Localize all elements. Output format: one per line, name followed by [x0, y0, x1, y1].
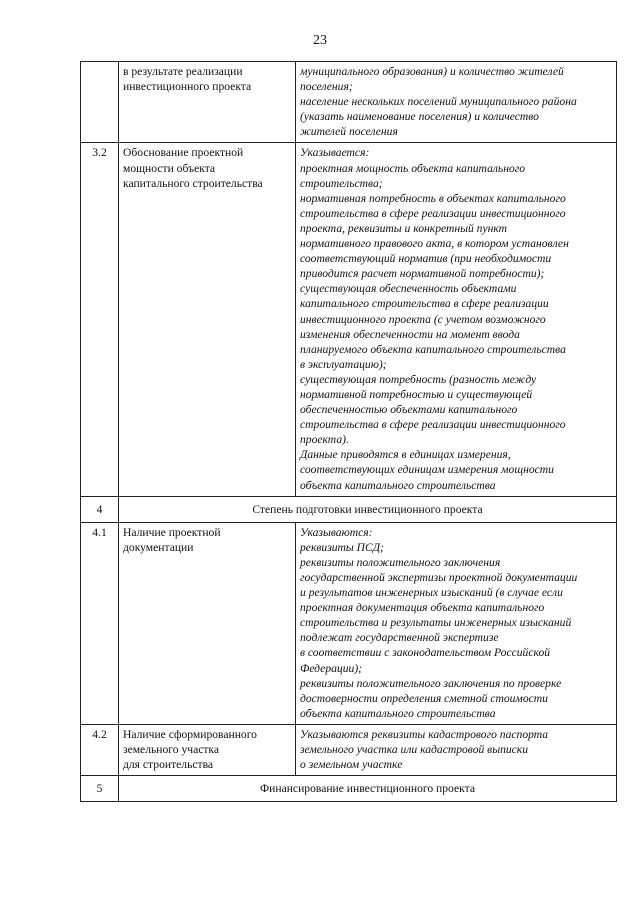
description-line: жителей поселения — [300, 125, 398, 139]
description-line: о земельном участке — [300, 758, 403, 772]
description-line: государственной экспертизы проектной документации — [300, 571, 578, 584]
description-line: в соответствии с законодательством Российской — [300, 646, 551, 660]
item-description — [296, 724, 617, 775]
description-line: соответствующий норматив (при необходимости — [300, 252, 552, 266]
table-row — [81, 724, 617, 775]
item-description — [296, 62, 617, 143]
item-description — [296, 143, 617, 496]
description-line: объекта капитального строительства — [300, 478, 496, 492]
item-number: 5 — [81, 776, 119, 802]
description-line: строительства в сфере реализации инвестиционного — [300, 206, 566, 220]
item-number: 3.2 — [81, 143, 119, 496]
description-line: планируемого объекта капитального строительства — [300, 342, 566, 356]
description-line: проектная мощность объекта капитального — [300, 161, 526, 175]
item-name-line: капитального строительства — [123, 176, 263, 190]
description-line: реквизиты положительного заключения по проверке — [300, 676, 562, 690]
description-line: нормативная потребность в объектах капитального — [300, 191, 566, 205]
description-line: население нескольких поселений муниципального района — [300, 95, 577, 109]
description-line: и результатов инженерных изысканий (в случае если — [300, 586, 563, 600]
description-line: муниципального образования) и количество жителей — [300, 65, 564, 78]
description-line: капитального строительства в сфере реализации — [300, 297, 549, 311]
description-line: существующая потребность (разность между — [300, 372, 537, 386]
item-name-line: Наличие проектной — [123, 525, 221, 539]
description-line: обеспеченностью объектами капитального — [300, 403, 518, 417]
description-line: земельного участка или кадастровой выписки — [300, 743, 529, 757]
description-line: Указываются: — [300, 525, 373, 539]
item-number — [81, 62, 119, 143]
description-line: объекта капитального строительства — [300, 706, 496, 720]
document-table — [80, 61, 617, 802]
item-name — [119, 522, 296, 724]
description-line: соответствующих единицам измерения мощности — [300, 463, 554, 477]
section-title: Финансирование инвестиционного проекта — [119, 776, 617, 802]
item-number: 4.1 — [81, 522, 119, 724]
table-row — [81, 62, 617, 143]
section-row — [81, 776, 617, 802]
description-line: инвестиционного проекта (с учетом возможного — [300, 312, 546, 326]
description-line: Федерации); — [300, 661, 363, 675]
description-line: существующая обеспеченность объектами — [300, 282, 517, 296]
description-line: поселения; — [300, 80, 353, 94]
description-line: проекта, реквизиты и конкретный пункт — [300, 221, 508, 235]
section-row — [81, 496, 617, 522]
description-line: нормативного правового акта, в котором установлен — [300, 237, 569, 251]
table-row — [81, 522, 617, 724]
description-line: строительства; — [300, 176, 383, 190]
description-line: строительства в сфере реализации инвестиционного — [300, 418, 566, 432]
description-line: достоверности определения сметной стоимости — [300, 691, 548, 705]
description-line: (указать наименование поселения) и количество — [300, 110, 539, 124]
section-title: Степень подготовки инвестиционного проекта — [119, 496, 617, 522]
item-name-line: в результате реализации — [123, 65, 243, 78]
item-number: 4 — [81, 496, 119, 522]
description-line: проекта). — [300, 433, 349, 447]
item-name-line: для строительства — [123, 758, 214, 772]
item-name-line: мощности объекта — [123, 161, 216, 175]
item-name — [119, 143, 296, 496]
table-row — [81, 143, 617, 496]
item-name-line: инвестиционного проекта — [123, 80, 252, 94]
table-body — [81, 62, 617, 802]
description-line: Указываются реквизиты кадастрового паспорта — [300, 727, 549, 741]
description-line: приводится расчет нормативной потребности); — [300, 267, 545, 281]
description-line: нормативной потребностью и существующей — [300, 387, 533, 401]
item-name-line: Обоснование проектной — [123, 146, 244, 160]
description-line: Указывается: — [300, 146, 370, 160]
page-number: 23 — [313, 33, 327, 48]
description-line: в эксплуатацию); — [300, 357, 387, 371]
item-name-line: Наличие сформированного — [123, 727, 257, 741]
item-name-line: земельного участка — [123, 743, 220, 757]
item-name — [119, 62, 296, 143]
description-line: изменения обеспеченности на момент ввода — [300, 327, 520, 341]
item-number: 4.2 — [81, 724, 119, 775]
description-line: реквизиты положительного заключения — [300, 555, 501, 569]
description-line: проектная документация объекта капитального — [300, 601, 545, 615]
item-description — [296, 522, 617, 724]
item-name — [119, 724, 296, 775]
item-name-line: документации — [123, 540, 194, 554]
description-line: Данные приводятся в единицах измерения, — [300, 448, 511, 462]
description-line: реквизиты ПСД; — [300, 540, 384, 554]
description-line: подлежат государственной экспертизе — [300, 631, 499, 645]
description-line: строительства и результаты инженерных изысканий — [300, 616, 572, 630]
